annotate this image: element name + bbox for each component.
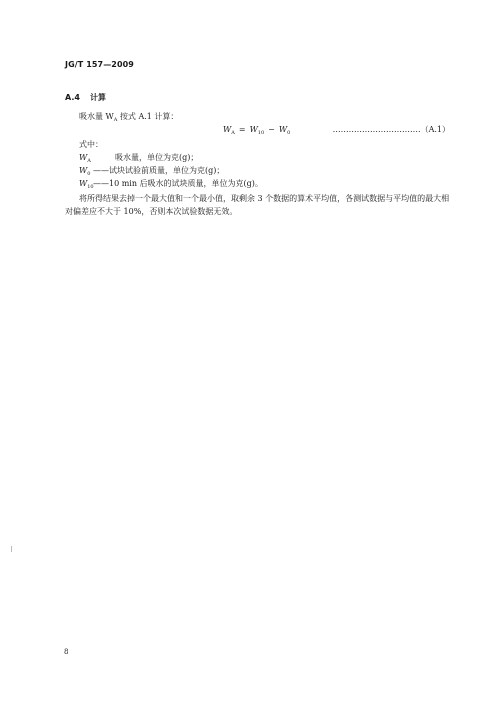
page-number: 8 — [64, 648, 69, 656]
standard-code-header: JG/T 157—2009 — [65, 60, 134, 69]
section-heading — [65, 92, 106, 103]
formula-lhs: W — [223, 125, 232, 134]
definition-w10 — [79, 178, 263, 193]
formula-minus: − — [268, 125, 275, 134]
formula-term2-subscript: 0 — [287, 130, 291, 136]
section-number: A.4 — [65, 93, 80, 102]
formula-term1: W — [249, 125, 258, 134]
intro-suffix: 按式 A.1 计算： — [117, 112, 179, 121]
definition-symbol: $W_{10}$ — [79, 179, 94, 190]
definition-text: ——10 min 后吸水的试块质量，单位为克(g)。 — [93, 179, 263, 188]
section-title-text: 计算 — [89, 93, 106, 102]
formula-row — [65, 124, 450, 136]
formula-equals: = — [238, 125, 246, 134]
formula-lhs-subscript: A — [231, 130, 235, 136]
definition-symbol: $W_0$ — [79, 166, 91, 177]
formula-a1 — [223, 124, 290, 139]
formula-term1-subscript: 10 — [257, 130, 265, 136]
definition-text: ——试块试验前质量，单位为克(g)； — [93, 166, 225, 175]
definition-symbol: $W_A$ — [79, 153, 91, 164]
intro-subscript: A — [113, 117, 118, 123]
scan-margin-mark — [11, 546, 12, 552]
definition-text: 吸水量，单位为克(g)； — [115, 153, 199, 162]
intro-text: 吸水量 W — [79, 112, 114, 121]
formula-reference: ……………………………（A.1） — [332, 125, 450, 134]
where-label: 式中： — [79, 140, 103, 149]
result-paragraph: 将所得结果去掉一个最大值和一个最小值，取剩余 3 个数据的算术平均值，各测试数据与平均值的最大相对偏差应不大于 10%，否则本次试验数据无效。 — [65, 194, 450, 216]
formula-term2: W — [278, 125, 288, 134]
